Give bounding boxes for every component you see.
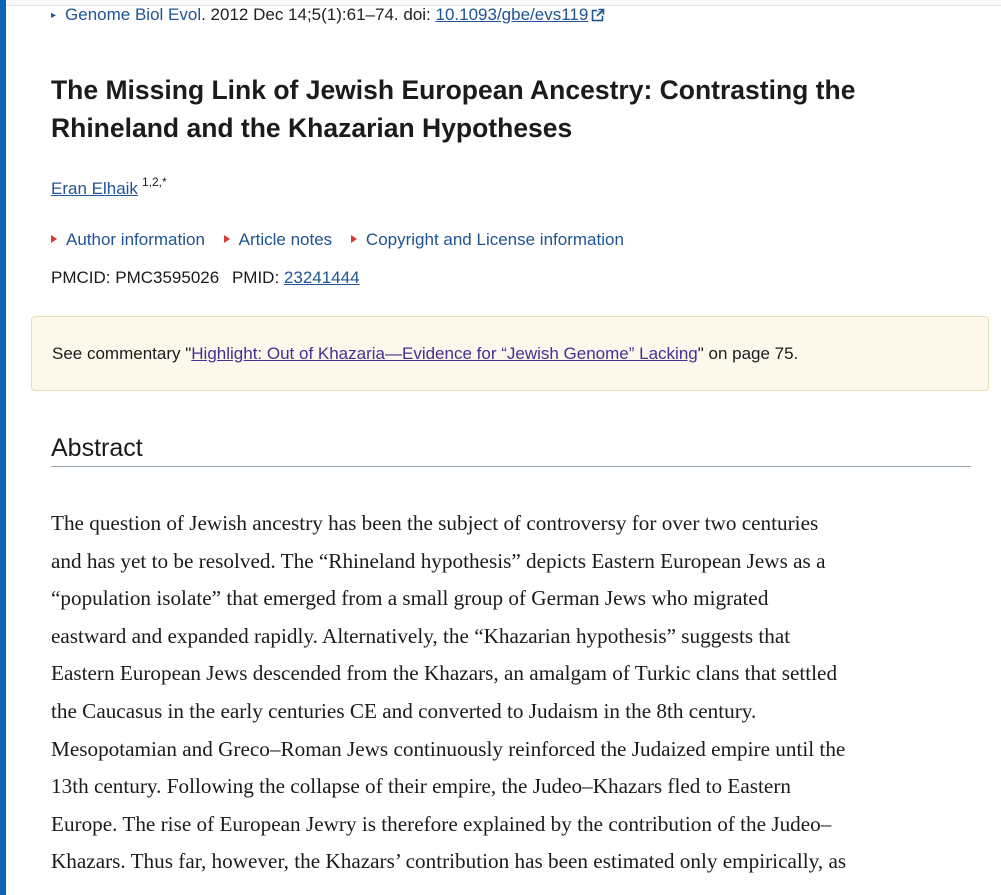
article-meta-links bbox=[51, 228, 638, 252]
citation-line bbox=[51, 3, 605, 29]
author-affiliation-marks: 1,2,* bbox=[141, 175, 167, 189]
commentary-link[interactable]: Highlight: Out of Khazaria—Evidence for “Jewish Genome” Lacking bbox=[191, 344, 698, 363]
author-list bbox=[51, 170, 167, 201]
abstract-line: Eastern European Jews descended from the Khazars, an amalgam of Turkic clans that settled bbox=[51, 661, 838, 686]
caret-right-icon bbox=[51, 235, 57, 243]
citation-details: . 2012 Dec 14;5(1):61–74. doi: bbox=[201, 5, 436, 24]
abstract-line: 13th century. Following the collapse of their empire, the Judeo–Khazars fled to Eastern bbox=[51, 774, 791, 799]
commentary-prefix: See commentary " bbox=[52, 344, 192, 363]
author-information-label: Author information bbox=[66, 230, 205, 249]
abstract-line: Europe. The rise of European Jewry is therefore explained by the contribution of the Judeo– bbox=[51, 811, 832, 836]
abstract-body bbox=[51, 505, 981, 881]
doi-link[interactable]: 10.1093/gbe/evs119 bbox=[435, 5, 589, 24]
pmid-link[interactable]: 23241444 bbox=[283, 268, 360, 287]
commentary-text bbox=[52, 342, 798, 366]
abstract-line: eastward and expanded rapidly. Alternatively, the “Khazarian hypothesis” suggests that bbox=[51, 623, 791, 648]
abstract-heading: Abstract bbox=[51, 431, 971, 467]
abstract-line: Khazars. Thus far, however, the Khazars’ contribution has been estimated only empirically, as bbox=[51, 849, 847, 874]
author-information-toggle[interactable] bbox=[51, 228, 205, 252]
caret-right-icon bbox=[351, 235, 357, 243]
abstract-line: Mesopotamian and Greco–Roman Jews continuously reinforced the Judaized empire until the bbox=[51, 736, 846, 761]
article-identifiers bbox=[51, 266, 360, 290]
pmcid-value: PMC3595026 bbox=[115, 268, 220, 287]
pmid-label: PMID: bbox=[231, 268, 280, 287]
abstract-line: The question of Jewish ancestry has been the subject of controversy for over two centuries bbox=[51, 511, 819, 535]
triangle-right-icon[interactable]: ▸ bbox=[51, 10, 57, 21]
commentary-suffix: " on page 75. bbox=[697, 344, 799, 363]
article-notes-label: Article notes bbox=[238, 230, 333, 249]
article-notes-toggle[interactable] bbox=[224, 228, 333, 252]
commentary-notice bbox=[31, 316, 989, 391]
abstract-line: and has yet to be resolved. The “Rhineland hypothesis” depicts Eastern European Jews as a bbox=[51, 548, 826, 573]
abstract-line: “population isolate” that emerged from a small group of German Jews who migrated bbox=[51, 586, 769, 611]
left-accent-bar bbox=[0, 0, 6, 895]
pmcid-label: PMCID: bbox=[51, 268, 111, 287]
abstract-line: the Caucasus in the early centuries CE and converted to Judaism in the 8th century. bbox=[51, 698, 757, 723]
copyright-license-label: Copyright and License information bbox=[365, 230, 624, 249]
author-link[interactable]: Eran Elhaik bbox=[51, 179, 138, 198]
external-link-icon bbox=[591, 5, 605, 29]
journal-link[interactable]: Genome Biol Evol bbox=[65, 5, 202, 24]
caret-right-icon bbox=[224, 235, 230, 243]
copyright-license-toggle[interactable] bbox=[351, 228, 624, 252]
article-title: The Missing Link of Jewish European Ancestry: Contrasting the Rhineland and the Khazarian Hypotheses bbox=[51, 75, 856, 143]
